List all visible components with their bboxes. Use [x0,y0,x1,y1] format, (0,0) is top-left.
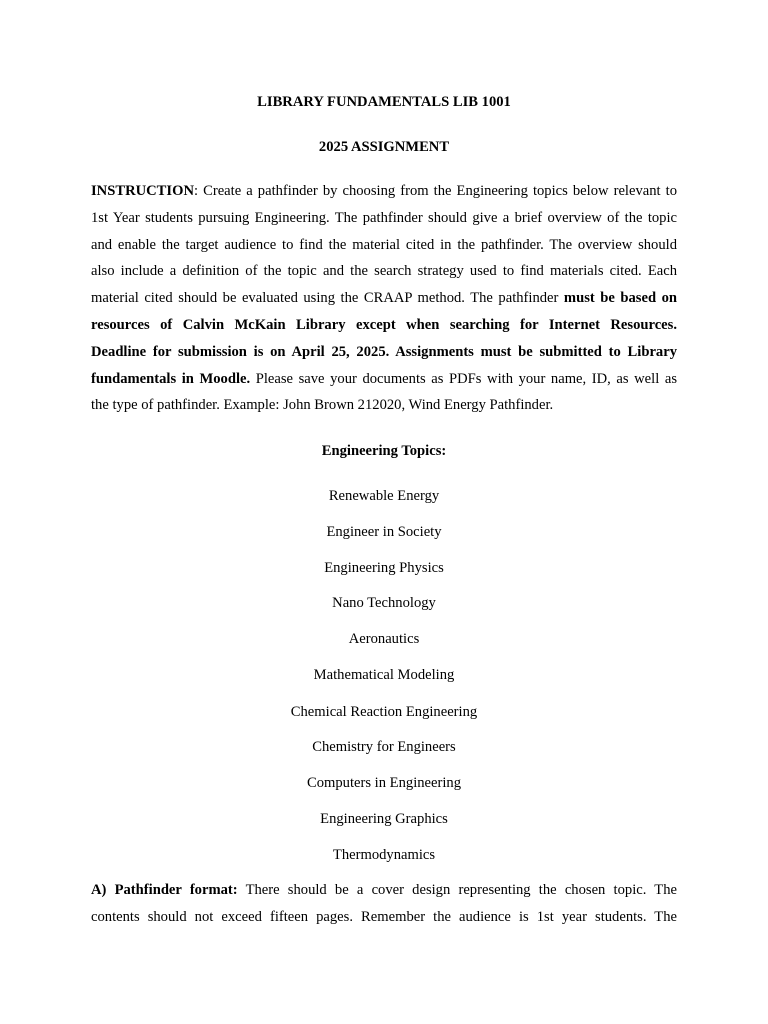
format-paragraph [91,877,677,931]
format-line: A) Pathfinder format: There should be a cover design representing the chosen topic. The [91,882,677,898]
topic-item: Computers in Engineering [306,775,462,791]
topic-item: Chemistry for Engineers [312,739,456,755]
instruction-line: fundamentals in Moodle. Please save your documents as PDFs with your name, ID, as well as [91,370,677,387]
document-title: LIBRARY FUNDAMENTALS LIB 1001 [257,94,511,110]
format-label: A) Pathfinder format: [91,882,238,898]
instruction-label: INSTRUCTION [91,183,194,199]
topic-item: Mathematical Modeling [313,667,455,683]
instruction-line: and enable the target audience to find the material cited in the pathfinder. The overview should [91,236,677,253]
topic-item: Thermodynamics [332,847,436,863]
instruction-paragraph [91,178,677,419]
topics-heading: Engineering Topics: [321,443,447,459]
instruction-line: 1st Year students pursuing Engineering. The pathfinder should give a brief overview of the topic [91,209,677,226]
instruction-line: the type of pathfinder. Example: John Brown 212020, Wind Energy Pathfinder. [91,397,554,414]
topic-item: Renewable Energy [328,488,440,504]
instruction-line: INSTRUCTION: Create a pathfinder by choosing from the Engineering topics below relevant to [91,183,677,199]
topic-item: Engineering Physics [324,560,444,576]
topic-item: Nano Technology [332,595,436,611]
instruction-line: resources of Calvin McKain Library except when searching for Internet Resources. [91,316,677,333]
topic-item: Aeronautics [348,631,420,647]
format-line: contents should not exceed fifteen pages. Remember the audience is 1st year students. The [91,908,677,925]
topic-item: Chemical Reaction Engineering [290,704,478,720]
instruction-line: Deadline for submission is on April 25, 2025. Assignments must be submitted to Library [91,343,677,360]
topic-item: Engineer in Society [326,524,442,540]
document-subtitle: 2025 ASSIGNMENT [318,139,450,155]
instruction-line: material cited should be evaluated using the CRAAP method. The pathfinder must be based on [91,290,677,307]
instruction-line: also include a definition of the topic and the search strategy used to find materials cited. Each [91,263,677,280]
topic-item: Engineering Graphics [320,811,448,827]
